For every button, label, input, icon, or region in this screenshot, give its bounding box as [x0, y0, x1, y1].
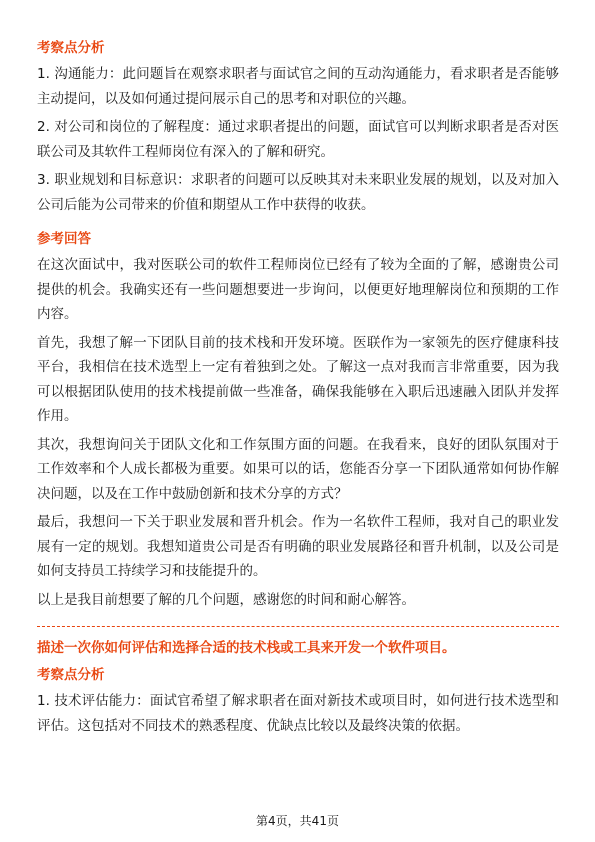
answer-paragraph-5: 以上是我目前想要了解的几个问题，感谢您的时间和耐心解答。 — [37, 591, 415, 608]
analysis-item-3: 3. 职业规划和目标意识：求职者的问题可以反映其对未来职业发展的规划，以及对加入公司后能为公司带来的价值和期望从工作中获得的收获。 — [37, 172, 559, 213]
question-title: 描述一次你如何评估和选择合适的技术栈或工具来开发一个软件项目。 — [37, 640, 456, 656]
section-heading-analysis: 考察点分析 — [37, 40, 105, 56]
answer-paragraph-3: 其次，我想询问关于团队文化和工作氛围方面的问题。在我看来，良好的团队氛围对于工作效率和个人成长都极为重要。如果可以的话，您能否分享一下团队通常如何协作解决问题，以及在工作中鼓励创新和技术分享的方式？ — [37, 436, 559, 502]
answer-paragraph-4: 最后，我想问一下关于职业发展和晋升机会。作为一名软件工程师，我对自己的职业发展有一定的规划。我想知道贵公司是否有明确的职业发展路径和晋升机制，以及公司是如何支持员工持续学习和技能提升的。 — [37, 514, 559, 579]
section-heading-reference-answer: 参考回答 — [37, 231, 91, 247]
answer-paragraph-2: 首先，我想了解一下团队目前的技术栈和开发环境。医联作为一家领先的医疗健康科技平台，我相信在技术选型上一定有着独到之处。了解这一点对我而言非常重要，因为我可以根据团队使用的技术栈提前做一些准备，确保我能够在入职后迅速融入团队并发挥作用。 — [37, 334, 559, 424]
page-number: 第4页，共41页 — [256, 814, 339, 828]
analysis-item-1: 1. 沟通能力：此问题旨在观察求职者与面试官之间的互动沟通能力，看求职者是否能够主动提问，以及如何通过提问展示自己的思考和对职位的兴趣。 — [37, 66, 559, 107]
section-heading-analysis-2: 考察点分析 — [37, 667, 105, 683]
spacer — [37, 221, 559, 229]
section-divider — [37, 626, 559, 627]
page-content — [37, 38, 559, 742]
answer-paragraph-1: 在这次面试中，我对医联公司的软件工程师岗位已经有了较为全面的了解，感谢贵公司提供的机会。我确实还有一些问题想要进一步询问，以便更好地理解岗位和预期的工作内容。 — [37, 257, 559, 322]
analysis-item-1-q2: 1. 技术评估能力：面试官希望了解求职者在面对新技术或项目时，如何进行技术选型和评估。这包括对不同技术的熟悉程度、优缺点比较以及最终决策的依据。 — [37, 693, 559, 734]
analysis-item-2: 2. 对公司和岗位的了解程度：通过求职者提出的问题，面试官可以判断求职者是否对医联公司及其软件工程师岗位有深入的了解和研究。 — [37, 119, 559, 160]
